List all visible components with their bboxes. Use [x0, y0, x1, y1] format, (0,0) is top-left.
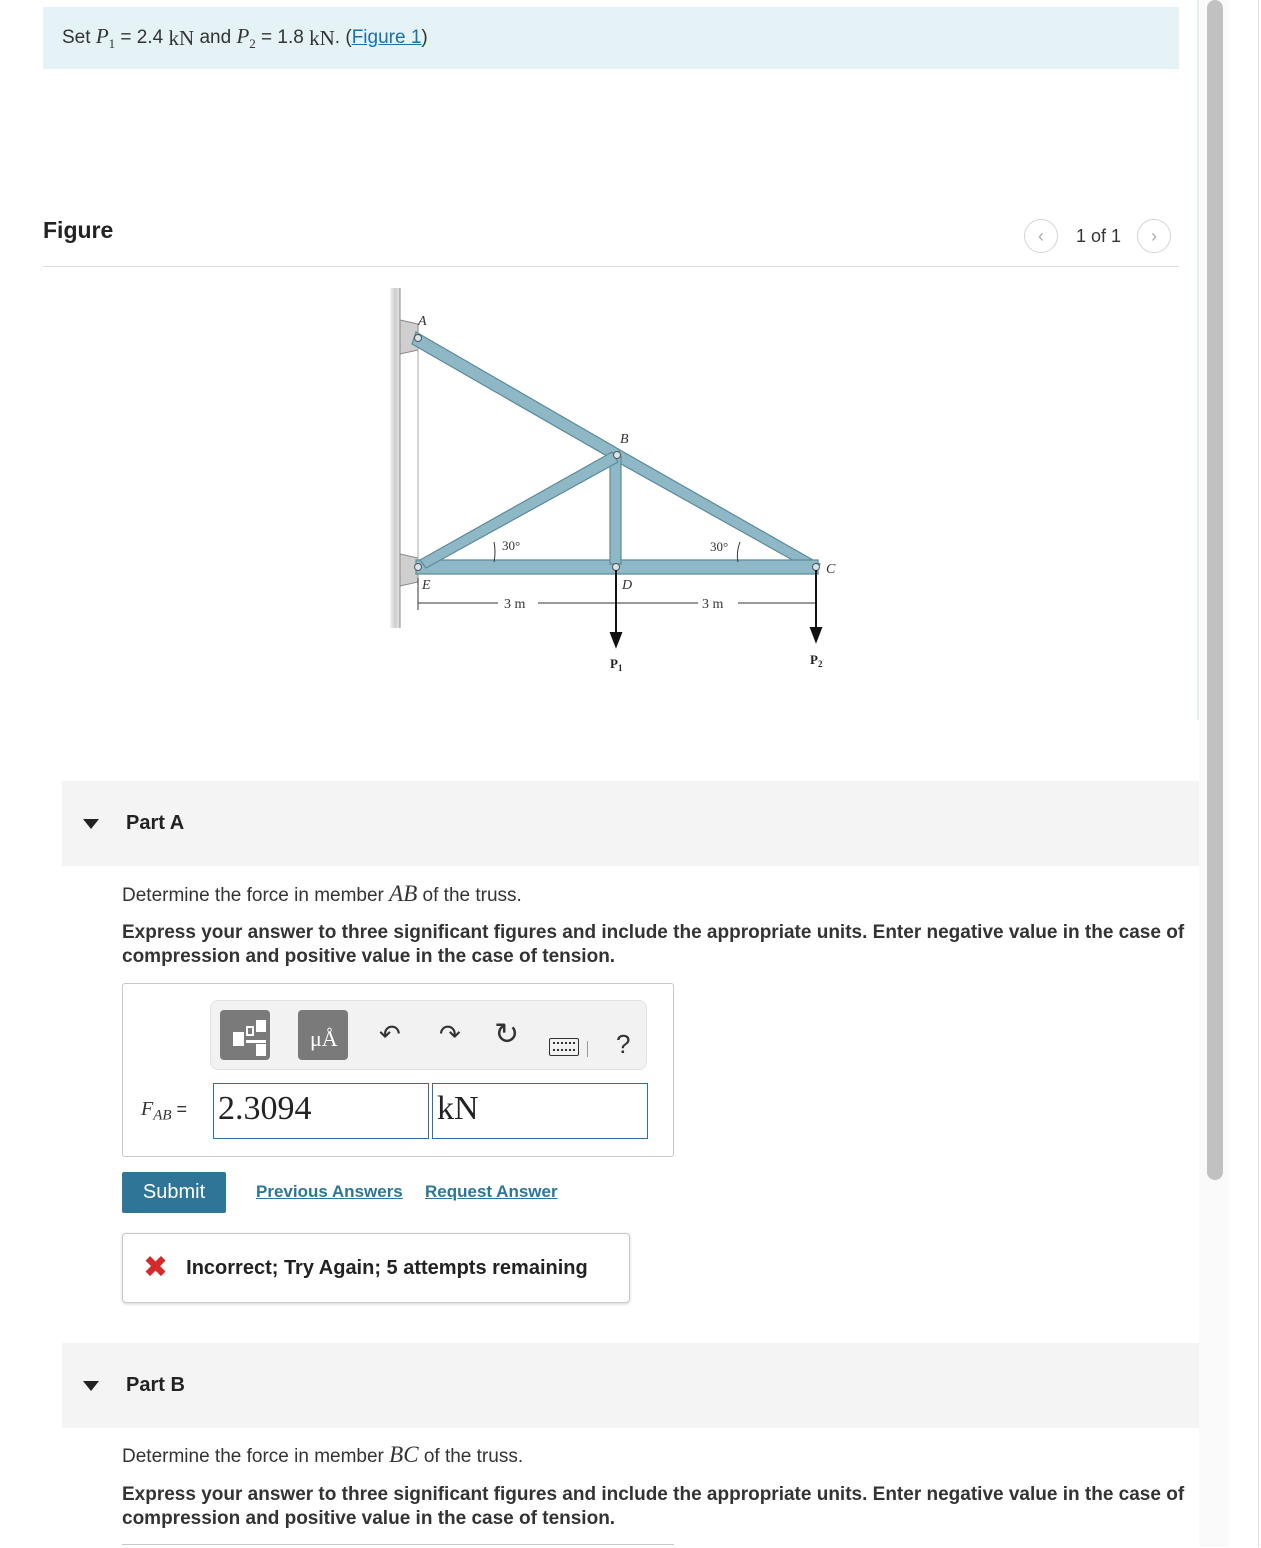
p1-eq: = 2.4 [115, 27, 169, 48]
p2-sub: 2 [249, 36, 256, 52]
label-p1: P [610, 656, 618, 671]
angle-left: 30° [502, 538, 521, 553]
answer-box [122, 983, 674, 1157]
figure-link[interactable]: Figure 1 [351, 27, 422, 48]
part-b-header[interactable] [62, 1343, 1199, 1428]
label-b: B [620, 432, 629, 447]
submit-button[interactable]: Submit [122, 1172, 226, 1213]
answer-eq: = [171, 1099, 193, 1119]
scrollbar-thumb[interactable] [1207, 0, 1223, 1180]
caret-down-icon [83, 819, 99, 829]
redo-icon[interactable]: ↷ [439, 1019, 461, 1049]
p1-symbol: P [95, 23, 109, 48]
units-button[interactable] [298, 1010, 348, 1060]
figure-title: Figure [43, 217, 114, 243]
p1-unit: kN [168, 25, 195, 50]
arrow-p1 [611, 633, 621, 646]
previous-answers-link[interactable]: Previous Answers [256, 1182, 403, 1201]
part-a-member: AB [389, 881, 418, 906]
part-b-instructions: Express your answer to three significant figures and include the appropriate units. Enter negative value in the case of compression and positive value in the case of tension. [122, 1484, 1185, 1529]
label-c: C [826, 562, 836, 577]
p2-symbol: P [236, 23, 250, 48]
feedback-box [122, 1233, 630, 1303]
label-e: E [422, 578, 431, 593]
p1-sub: 1 [108, 36, 116, 52]
units-label: μÅ [310, 1026, 338, 1051]
templates-icon[interactable] [220, 1010, 270, 1060]
answer-label-main: F [141, 1098, 154, 1120]
part-b-answer-box-edge [122, 1544, 674, 1548]
undo-icon[interactable]: ↶ [379, 1019, 401, 1049]
problem-dot: . ( [334, 27, 352, 48]
problem-statement [43, 7, 1179, 69]
part-a-question-post: of the truss. [417, 885, 522, 906]
part-b-label: Part B [126, 1374, 185, 1396]
answer-value-input[interactable]: 2.3094 [213, 1083, 429, 1139]
part-b-question-post: of the truss. [418, 1446, 524, 1467]
answer-label [141, 1098, 192, 1125]
problem-close: ) [421, 27, 428, 48]
part-a-question [122, 881, 522, 907]
reset-icon[interactable]: ↻ [494, 1018, 520, 1051]
label-a: A [418, 314, 427, 329]
chevron-left-icon[interactable]: ‹ [1024, 219, 1058, 253]
svg-text:P1 [610, 656, 623, 673]
arrow-p2 [811, 628, 821, 641]
label-p1-sub: 1 [617, 663, 623, 673]
caret-down-icon [83, 1381, 99, 1391]
dim-right: 3 m [702, 597, 724, 612]
wall [390, 288, 400, 628]
truss-diagram [380, 280, 850, 690]
pager-count: 1 of 1 [1076, 225, 1122, 246]
request-answer-link[interactable]: Request Answer [425, 1182, 558, 1201]
svg-text:P2 [810, 652, 823, 669]
dim-left: 3 m [504, 597, 526, 612]
figure-divider [43, 266, 1179, 267]
p2-eq: = 1.8 [255, 27, 310, 48]
label-p2: P [810, 652, 818, 667]
part-b-question [122, 1442, 523, 1468]
help-icon[interactable]: ? [616, 1029, 631, 1059]
answer-unit-input[interactable]: kN [432, 1083, 648, 1139]
label-p2-sub: 2 [817, 659, 823, 669]
part-b-member: BC [389, 1442, 419, 1467]
incorrect-icon: ✖ [143, 1251, 169, 1284]
keyboard-icon[interactable] [549, 1038, 579, 1056]
part-b-question-pre: Determine the force in member [122, 1446, 390, 1467]
math-toolbar [210, 1000, 647, 1070]
part-a-label: Part A [126, 812, 185, 834]
chevron-right-icon[interactable]: › [1137, 219, 1171, 253]
member-ab [412, 332, 620, 460]
problem-prefix: Set [62, 27, 91, 48]
part-a-instructions: Express your answer to three significant figures and include the appropriate units. Enter negative value in the case of compression and positive value in the case of tension. [122, 922, 1185, 967]
p2-unit: kN [309, 25, 335, 50]
part-a-question-pre: Determine the force in member [122, 885, 390, 906]
label-d: D [622, 578, 633, 593]
part-a-header[interactable] [62, 781, 1199, 866]
feedback-text: Incorrect; Try Again; 5 attempts remaining [186, 1256, 588, 1279]
support-e [400, 554, 418, 586]
window-edge [1258, 0, 1259, 1547]
problem-and: and [194, 27, 237, 48]
angle-right: 30° [710, 539, 729, 554]
answer-label-sub: AB [153, 1107, 172, 1124]
member-bd [610, 456, 621, 564]
figure-pager [1024, 219, 1171, 253]
